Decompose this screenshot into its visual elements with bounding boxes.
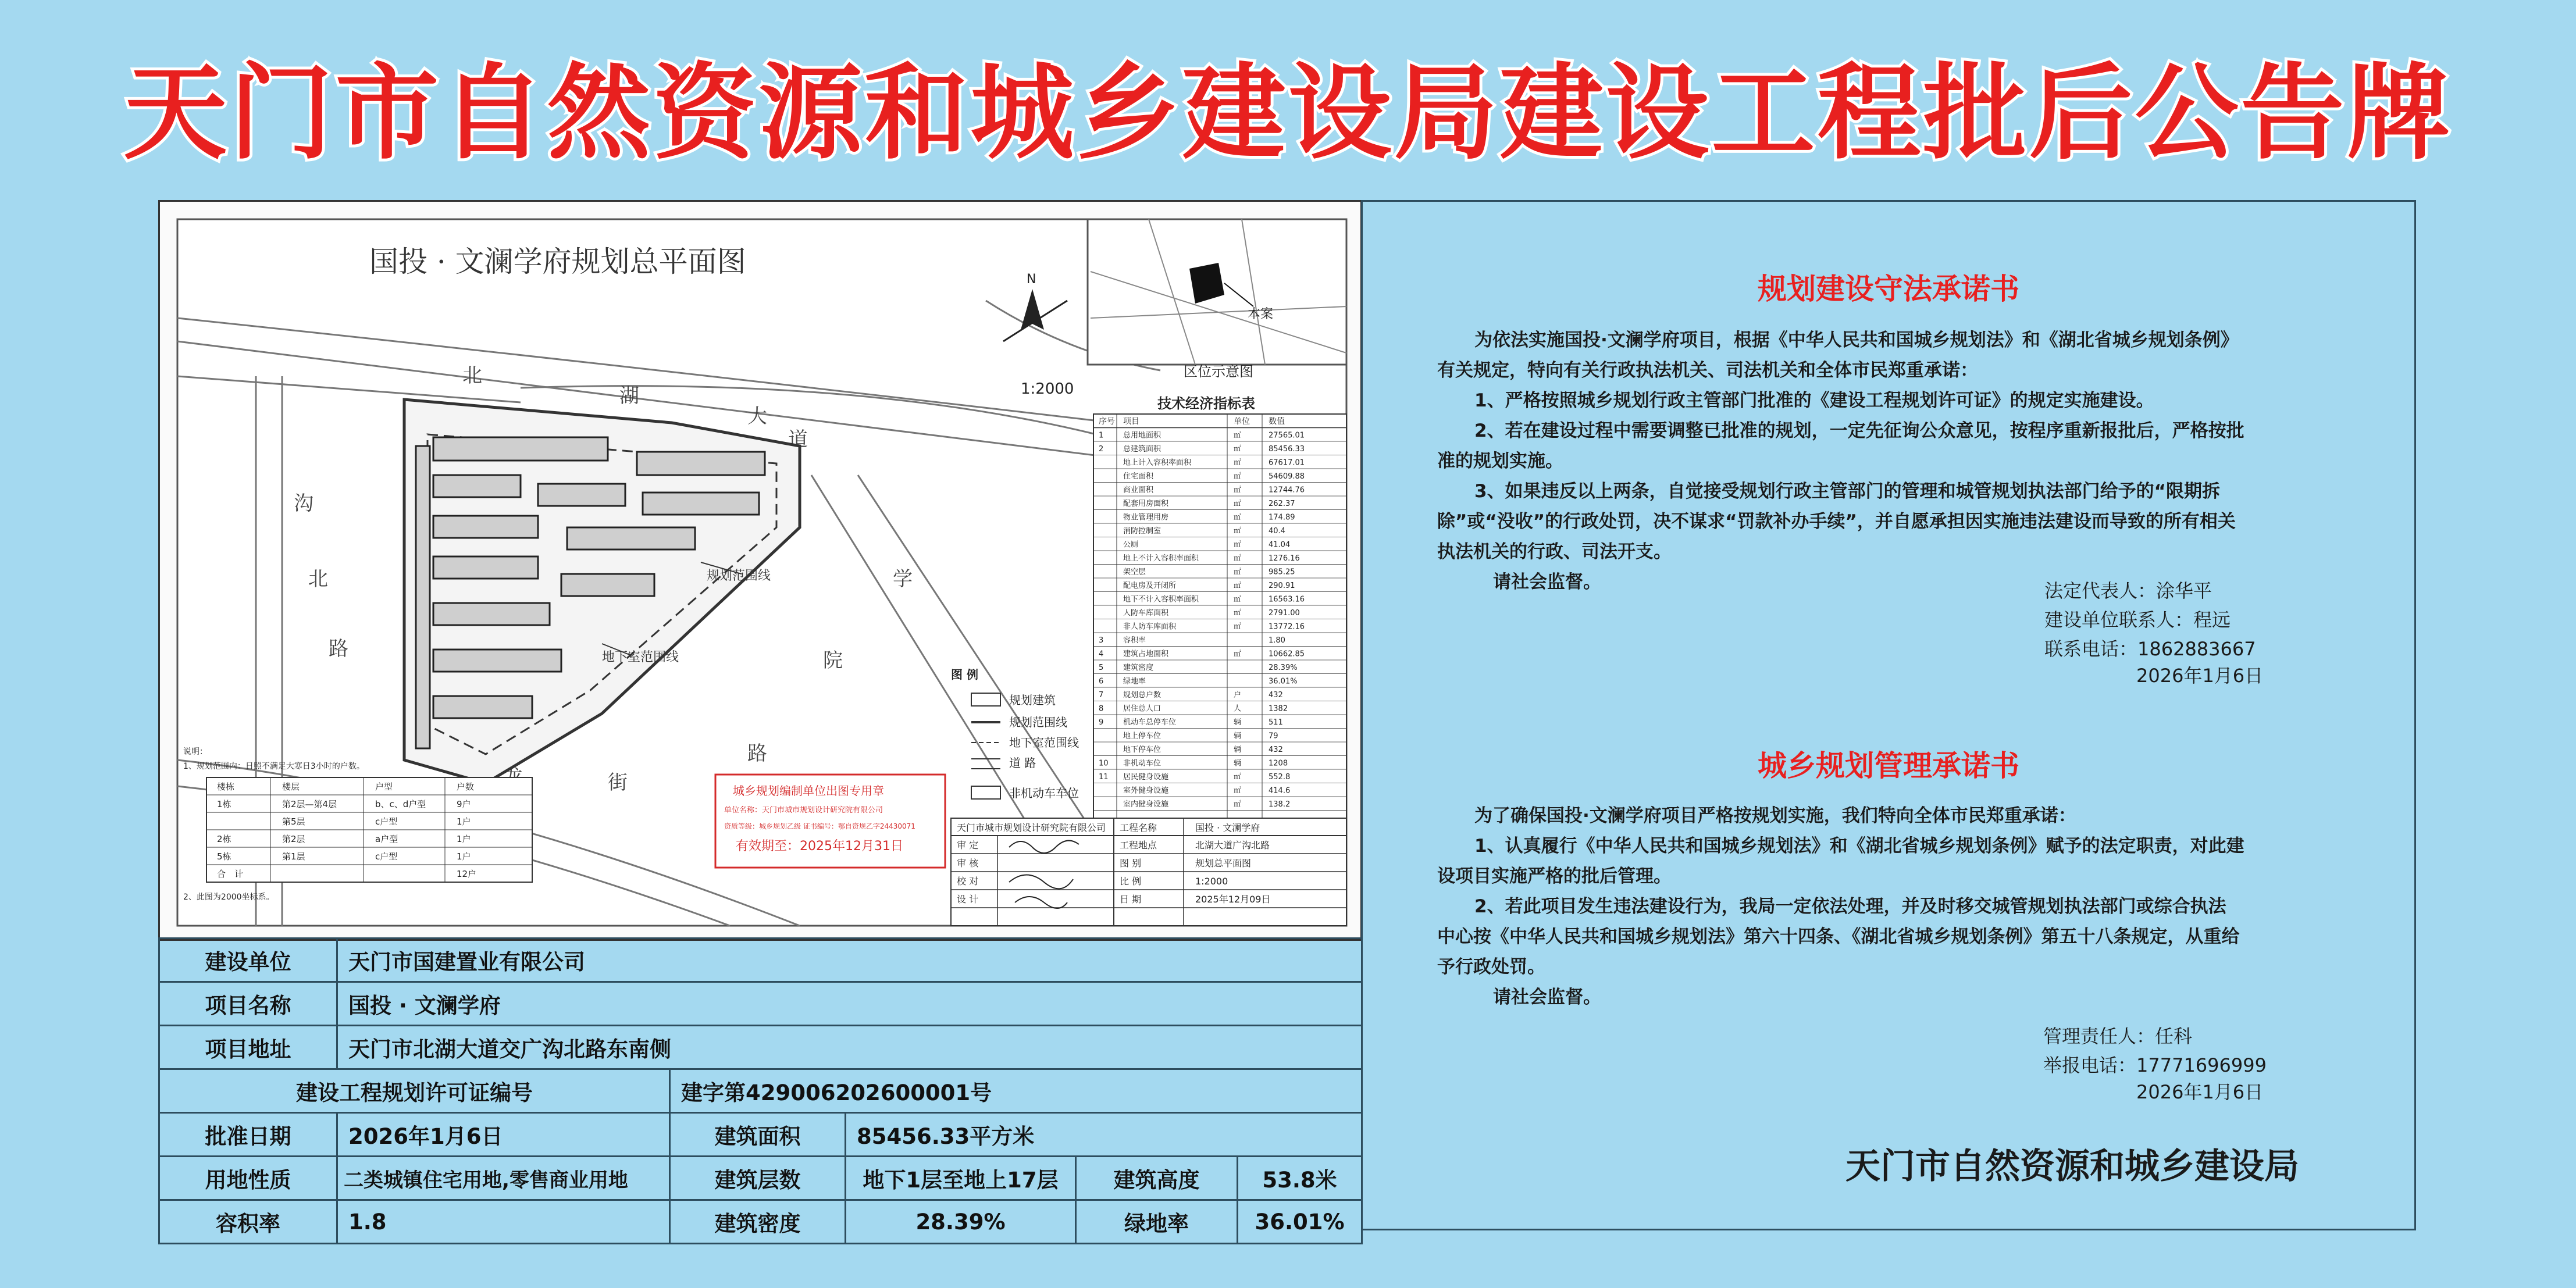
floors-value: 地下1层至地上17层 (846, 1157, 1076, 1200)
green-value: 36.01% (1238, 1200, 1362, 1244)
density-label: 建筑密度 (670, 1200, 846, 1244)
tech-table-cell: ㎡ (1234, 527, 1242, 536)
road-char: 院 (823, 649, 843, 672)
tech-table-cell: 36.01% (1269, 677, 1298, 686)
tech-table-header: 序号 (1099, 417, 1115, 426)
notes-table-header: 户数 (457, 782, 475, 792)
pledge2-line: 1、认真履行《中华人民共和国城乡规划法》和《湖北省城乡规划条例》赋予的法定职责，对此建 (1474, 836, 2244, 857)
road-char: 路 (747, 742, 767, 765)
address-value: 天门市北湖大道交广沟北路东南侧 (337, 1026, 1362, 1069)
tech-table-cell: 总建筑面积 (1123, 445, 1161, 454)
notes-table-cell: 1户 (457, 816, 471, 827)
tech-table-cell: ㎡ (1234, 458, 1242, 468)
tech-table-cell: 85456.33 (1269, 445, 1305, 454)
height-label: 建筑高度 (1076, 1157, 1238, 1200)
tech-table-cell: 1382 (1269, 704, 1288, 713)
tech-table-header: 项目 (1123, 417, 1139, 426)
pledge2-line: 中心按《中华人民共和国城乡规划法》第六十四条、《湖北省城乡规划条例》第五十八条规定，从重给 (1437, 926, 2240, 947)
permit-label: 建设工程规划许可证编号 (159, 1069, 670, 1113)
tech-table-cell: 67617.01 (1269, 458, 1305, 468)
tech-table-cell: 262.37 (1269, 499, 1295, 508)
pledge1-line: 3、如果违反以上两条，自觉接受规划行政主管部门的管理和城管规划执法部门给予的“限期拆 (1474, 481, 2220, 502)
pledge1-line: 除”或“没收”的行政处罚，决不谋求“罚款补办手续”，并自愿承担因实施违法建设而导致的所有相关 (1437, 511, 2236, 532)
tech-table-cell: 配套用房面积 (1123, 499, 1169, 508)
tech-table-cell: 人防车库面积 (1123, 609, 1169, 618)
notes-title: 说明： (183, 747, 208, 757)
location-target-label: 本案 (1248, 307, 1274, 322)
legend-item: 规划建筑 (1009, 693, 1056, 707)
title-block-label: 审 核 (957, 858, 979, 869)
tech-table-cell: 建筑密度 (1123, 663, 1154, 672)
tech-table-cell: 12744.76 (1269, 486, 1305, 495)
tech-table-cell: ㎡ (1234, 513, 1242, 522)
pledge2-line: 为了确保国投·文澜学府项目严格按规划实施，我们特向全体市民郑重承诺： (1474, 805, 2076, 826)
green-label: 绿地率 (1076, 1200, 1238, 1244)
pledge2-phone: 举报电话：17771696999 (2043, 1054, 2267, 1076)
basement-label: 地下室范围线 (602, 650, 679, 665)
pledge1-rep: 法定代表人：涂华平 (2044, 580, 2212, 602)
title-block-label: 设 计 (957, 894, 979, 905)
tech-table-cell: ㎡ (1234, 609, 1242, 618)
approval-label: 批准日期 (159, 1113, 337, 1157)
pledge1-line: 准的规划实施。 (1437, 451, 1563, 472)
notes-table-cell: 1栋 (217, 799, 231, 809)
notes-table-header: 户型 (375, 782, 393, 792)
tech-table-cell: 机动车总停车位 (1123, 718, 1177, 727)
tech-table-cell: ㎡ (1234, 540, 1242, 550)
tech-table-cell: 138.2 (1269, 800, 1291, 809)
tech-table-cell: 地下停车位 (1123, 745, 1161, 754)
title-block-label: 工程地点 (1120, 840, 1157, 851)
tech-table-cell: 54609.88 (1269, 472, 1305, 481)
table-row (159, 1157, 1362, 1200)
boundary-label: 规划范围线 (707, 569, 771, 583)
tech-table-cell: 16563.16 (1269, 595, 1305, 604)
tech-table-cell: 地下不计入容积率面积 (1123, 595, 1199, 604)
tech-table-cell: 5 (1099, 663, 1104, 672)
tech-table-cell: 建筑占地面积 (1123, 650, 1169, 659)
tech-table-cell: 公厕 (1123, 540, 1139, 550)
permit-value: 建字第429006202600001号 (670, 1069, 1362, 1113)
pledge1-line: 1、严格按照城乡规划行政主管部门批准的《建设工程规划许可证》的规定实施建设。 (1474, 390, 2154, 411)
institute-name: 天门市城市规划设计研究院有限公司 (957, 822, 1106, 833)
tech-table-header: 单位 (1234, 417, 1250, 426)
title-block-label: 校 对 (957, 876, 979, 887)
project-label: 项目名称 (159, 982, 337, 1026)
landuse-label: 用地性质 (159, 1157, 337, 1200)
tech-table-cell: 人 (1234, 704, 1242, 713)
tech-table-cell: 商业面积 (1123, 486, 1154, 495)
landuse-value: 二类城镇住宅用地,零售商业用地 (337, 1157, 670, 1200)
notes-table-cell: c户型 (375, 816, 398, 827)
height-value: 53.8米 (1238, 1157, 1362, 1200)
tech-table-cell: 6 (1099, 677, 1104, 686)
tech-table-header: 数值 (1269, 417, 1285, 426)
tech-table-cell: 1.80 (1269, 636, 1285, 645)
tech-table-cell: 配电房及开闭所 (1123, 581, 1177, 590)
tech-table-cell: ㎡ (1234, 431, 1242, 440)
tech-table-cell: 27565.01 (1269, 431, 1305, 440)
tech-table-cell: ㎡ (1234, 773, 1242, 782)
notes-line1: 1、规划范围内：日照不满足大寒日3小时的户数。 (183, 762, 365, 771)
tech-table-cell: 消防控制室 (1123, 527, 1161, 536)
svg-text:N: N (1027, 272, 1036, 287)
notes-table-cell: 1户 (457, 834, 471, 844)
title-block-value: 国投 · 文澜学府 (1195, 822, 1260, 833)
tech-table-cell: ㎡ (1234, 786, 1242, 795)
pledge1-line: 执法机关的行政、司法开支。 (1437, 541, 1672, 562)
pledge1-contact: 建设单位联系人：程远 (2044, 609, 2231, 631)
notes-table-cell: b、c、d户型 (375, 799, 426, 809)
title-block-value: 规划总平面图 (1195, 858, 1252, 869)
road-char: 路 (329, 637, 348, 661)
location-caption: 区位示意图 (1184, 363, 1253, 380)
tech-table-cell: 432 (1269, 745, 1283, 754)
tech-table-cell: ㎡ (1234, 445, 1242, 454)
stamp-line: 城乡规划编制单位出图专用章 (733, 784, 884, 798)
tech-table-cell: 4 (1099, 650, 1104, 659)
pledge2-manager: 管理责任人：任科 (2043, 1025, 2193, 1047)
tech-table-cell: 1276.16 (1269, 554, 1300, 563)
road-char: 北 (308, 568, 328, 591)
notes-table-cell: 9户 (457, 799, 471, 809)
legend-item: 道 路 (1009, 756, 1036, 770)
notes-table-cell: c户型 (375, 851, 398, 862)
tech-table-cell: ㎡ (1234, 581, 1242, 590)
stamp-line: 有效期至：2025年12月31日 (736, 839, 903, 854)
notes-table-cell: 第1层 (282, 851, 305, 862)
tech-table-cell: ㎡ (1234, 800, 1242, 809)
drawing-title-block (951, 818, 1346, 926)
legend-item: 地下室范围线 (1009, 736, 1079, 750)
pledge1-line: 2、若在建设过程中需要调整已批准的规划，一定先征询公众意见，按程序重新报批后，严格按批 (1474, 420, 2244, 441)
tech-table-cell: 8 (1099, 704, 1104, 713)
tech-table-cell: 辆 (1234, 732, 1242, 741)
tech-table-cell: 10662.85 (1269, 650, 1305, 659)
tech-table-cell: 住宅面积 (1123, 472, 1154, 481)
tech-table-cell: ㎡ (1234, 486, 1242, 495)
table-row (159, 1069, 1362, 1113)
tech-table-cell: 432 (1269, 691, 1283, 700)
stamp-line: 资质等级：城乡规划乙级 证书编号：鄂自资规乙字24430071 (724, 822, 915, 830)
tech-table-cell: 174.89 (1269, 513, 1295, 522)
tech-table-cell: 290.91 (1269, 581, 1295, 590)
tech-table-cell: 2 (1099, 445, 1104, 454)
notes-table-cell: 2栋 (217, 834, 231, 844)
table-row (159, 1113, 1362, 1157)
tech-table-cell: 规划总户数 (1123, 691, 1161, 700)
tech-table-cell: 地上计入容积率面积 (1123, 458, 1192, 468)
legend-item: 非机动车车位 (1009, 786, 1079, 800)
project-info-table (158, 937, 1363, 1244)
title-block-label: 工程名称 (1120, 822, 1157, 833)
plan-title: 国投 · 文澜学府规划总平面图 (369, 245, 746, 279)
tech-table-cell: 9 (1099, 718, 1104, 727)
tech-table-cell: 户 (1234, 691, 1242, 700)
title-block-label: 审 定 (957, 840, 979, 851)
far-value: 1.8 (337, 1200, 670, 1244)
tech-table-cell: 辆 (1234, 759, 1242, 768)
tech-table-cell: ㎡ (1234, 554, 1242, 563)
tech-table-cell: 室外健身设施 (1123, 786, 1169, 795)
road-char: 湖 (619, 384, 639, 408)
tech-table-cell: 414.6 (1269, 786, 1291, 795)
pledge1-date: 2026年1月6日 (2136, 665, 2264, 687)
notes-table-header: 楼层 (282, 782, 300, 792)
title-block-value: 1:2000 (1195, 876, 1228, 887)
pledge1-line: 为依法实施国投·文澜学府项目，根据《中华人民共和国城乡规划法》和《湖北省城乡规划条例》 (1474, 330, 2239, 351)
site-plan-drawing (160, 202, 1360, 939)
tech-table-cell: 1208 (1269, 759, 1288, 768)
location-inset (1088, 219, 1346, 380)
tech-table-cell: 绿地率 (1123, 677, 1146, 686)
pledge2-date: 2026年1月6日 (2136, 1081, 2264, 1103)
notes-line2: 2、此图为2000坐标系。 (183, 893, 275, 902)
tech-table-cell: ㎡ (1234, 650, 1242, 659)
pledges-panel (1361, 200, 2416, 1230)
area-value: 85456.33平方米 (846, 1113, 1362, 1157)
road-char: 道 (788, 428, 808, 451)
title-block-value: 2025年12月09日 (1195, 894, 1271, 905)
notes-table-cell: 5栋 (217, 851, 231, 862)
pledge2-line: 请社会监督。 (1493, 987, 1601, 1008)
tech-table-cell: 11 (1099, 773, 1109, 782)
tech-table-cell: 28.39% (1269, 663, 1298, 672)
table-row (159, 1026, 1362, 1069)
pledge1-line: 有关规定，特向有关行政执法机关、司法机关和全体市民郑重承诺： (1437, 360, 1978, 381)
legend-title: 图 例 (951, 668, 978, 682)
builder-value: 天门市国建置业有限公司 (337, 939, 1362, 982)
issuing-authority: 天门市自然资源和城乡建设局 (1845, 1146, 2299, 1187)
notes-table-cell: 第2层 (282, 834, 305, 844)
tech-table-cell: 室内健身设施 (1123, 800, 1169, 809)
tech-table-cell: 地上停车位 (1123, 732, 1161, 741)
road-char: 学 (893, 568, 913, 591)
tech-table-cell: 居住总人口 (1123, 704, 1161, 713)
tech-table-cell: ㎡ (1234, 622, 1242, 631)
road-char: 沟 (294, 492, 313, 515)
tech-table-cell: 架空层 (1123, 568, 1146, 577)
tech-table-cell: 容积率 (1123, 636, 1146, 645)
pledge2-line: 设项目实施严格的批后管理。 (1437, 866, 1672, 887)
project-value: 国投 · 文澜学府 (337, 982, 1362, 1026)
table-row (159, 1200, 1362, 1244)
notes-table-cell: a户型 (375, 834, 398, 844)
tech-table-cell: 非机动车位 (1123, 759, 1161, 768)
pledge1-title: 规划建设守法承诺书 (1758, 272, 2019, 306)
tech-table-cell: 985.25 (1269, 568, 1295, 577)
stamp-line: 单位名称：天门市城市规划设计研究院有限公司 (724, 806, 883, 815)
legend-item: 规划范围线 (1009, 715, 1067, 729)
table-row (159, 982, 1362, 1026)
tech-table-cell: 41.04 (1269, 540, 1291, 550)
far-label: 容积率 (159, 1200, 337, 1244)
table-row (159, 939, 1362, 982)
notes-table-header: 楼栋 (217, 782, 235, 792)
tech-table-cell: 物业管理用房 (1123, 513, 1169, 522)
area-label: 建筑面积 (670, 1113, 846, 1157)
tech-table-cell: 非人防车库面积 (1123, 622, 1177, 631)
notes-table-cell: 第2层—第4层 (282, 799, 337, 809)
tech-table-cell: 总用地面积 (1123, 431, 1161, 440)
scale-label: 1:2000 (1021, 380, 1074, 398)
tech-table-cell: 1 (1099, 431, 1104, 440)
tech-table-cell: 552.8 (1269, 773, 1291, 782)
builder-label: 建设单位 (159, 939, 337, 982)
tech-table-cell: 511 (1269, 718, 1283, 727)
tech-indicator-table (1093, 395, 1346, 821)
tech-table-cell: 2791.00 (1269, 609, 1300, 618)
tech-table-cell: 7 (1099, 691, 1104, 700)
tech-table-cell: ㎡ (1234, 595, 1242, 604)
tech-table-cell: 40.4 (1269, 527, 1285, 536)
notes-table-cell: 1户 (457, 851, 471, 862)
tech-table-cell: 79 (1269, 732, 1278, 741)
pledge2-line: 2、若此项目发生违法建设行为，我局一定依法处理，并及时移交城管规划执法部门或综合执法 (1474, 896, 2226, 917)
floors-label: 建筑层数 (670, 1157, 846, 1200)
density-value: 28.39% (846, 1200, 1076, 1244)
notes-table-cell: 第5层 (282, 816, 305, 827)
tech-table-cell: 3 (1099, 636, 1104, 645)
site-plan-panel (158, 200, 1362, 941)
notes-table-cell: 12户 (457, 869, 477, 879)
title-block-label: 日 期 (1120, 894, 1142, 905)
tech-table-title: 技术经济指标表 (1157, 395, 1255, 412)
tech-table-cell: 居民健身设施 (1123, 773, 1169, 782)
road-char: 大 (747, 405, 767, 428)
tech-table-cell: 地上不计入容积率面积 (1123, 554, 1199, 563)
tech-table-cell: 10 (1099, 759, 1109, 768)
pledge1-phone: 联系电话：1862883667 (2044, 638, 2256, 660)
notes-table-cell: 合 计 (217, 869, 244, 879)
tech-table-cell: 13772.16 (1269, 622, 1305, 631)
tech-table-cell: ㎡ (1234, 568, 1242, 577)
approval-value: 2026年1月6日 (337, 1113, 670, 1157)
pledge2-line: 予行政处罚。 (1437, 957, 1545, 977)
road-char: 街 (608, 771, 628, 794)
tech-table-cell: 辆 (1234, 718, 1242, 727)
address-label: 项目地址 (159, 1026, 337, 1069)
title-block-value: 北湖大道广沟北路 (1195, 840, 1270, 851)
board-title: 天门市自然资源和城乡建设局建设工程批后公告牌 (123, 53, 2453, 173)
pledge2-title: 城乡规划管理承诺书 (1758, 749, 2019, 783)
pledge1-line: 请社会监督。 (1493, 572, 1601, 593)
road-char: 北 (462, 364, 482, 387)
tech-table-cell: ㎡ (1234, 499, 1242, 508)
tech-table-cell: ㎡ (1234, 472, 1242, 481)
title-block-label: 图 别 (1120, 858, 1142, 869)
tech-table-cell: 辆 (1234, 745, 1242, 754)
title-block-label: 比 例 (1120, 876, 1142, 887)
